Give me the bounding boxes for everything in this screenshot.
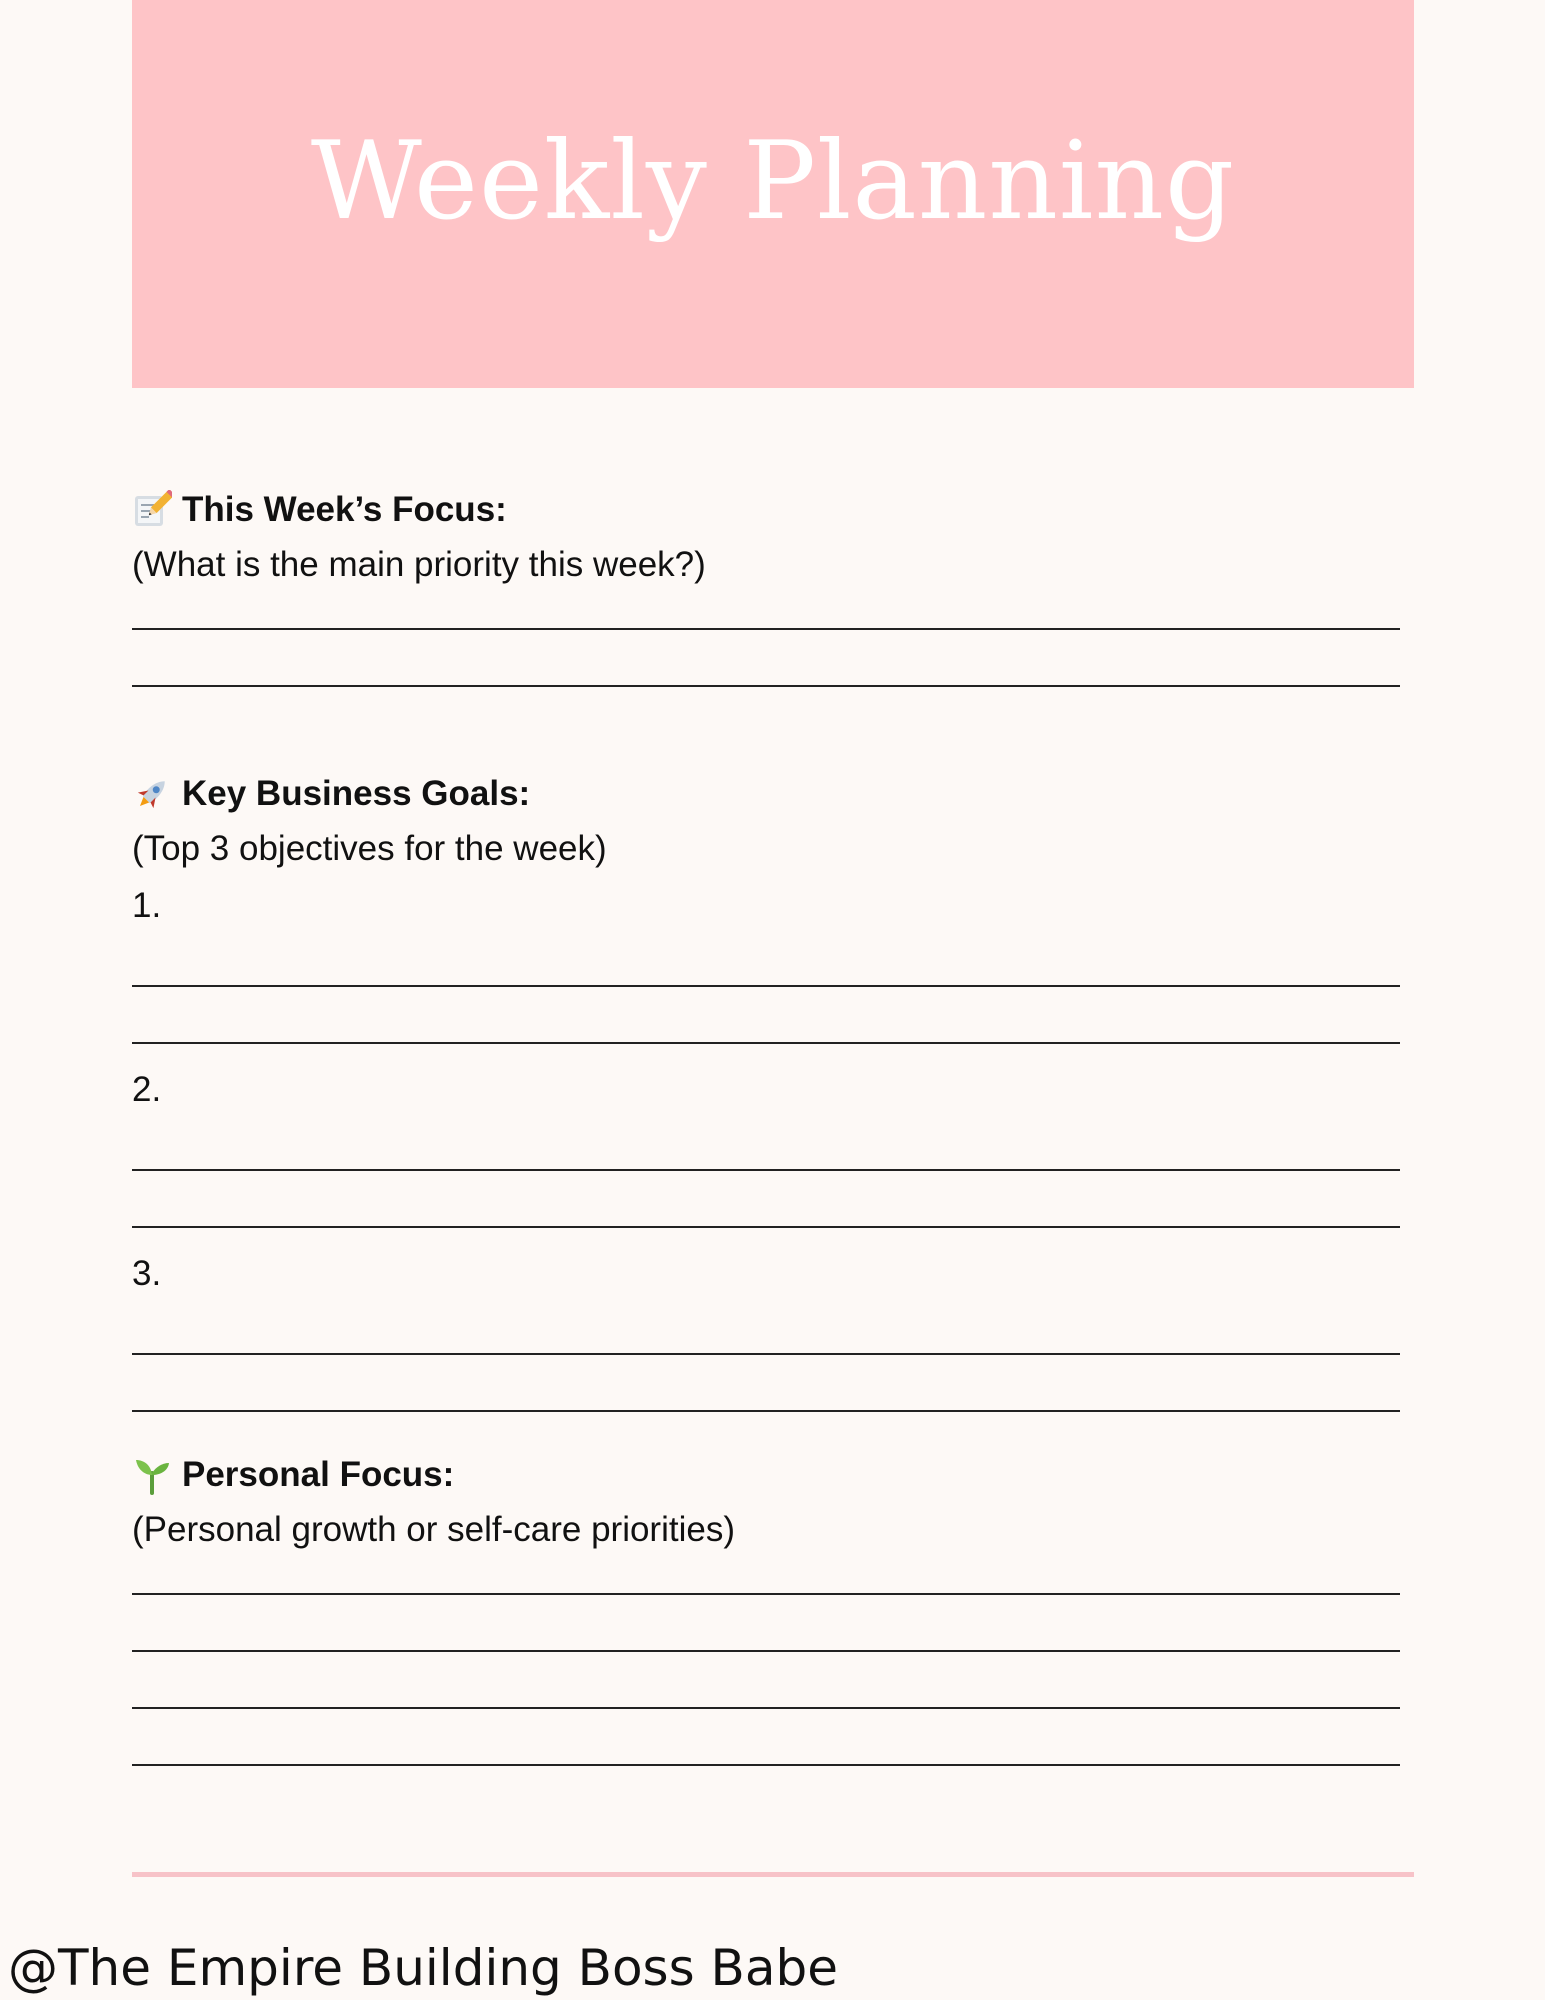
section-heading [132,772,1402,816]
header-banner [132,0,1414,388]
section-heading [132,1453,1402,1497]
section-heading-text: Key Business Goals: [182,774,531,813]
section-business-goals [132,772,1402,1412]
writing-line [132,1169,1400,1171]
writing-line [132,1042,1400,1044]
section-prompt: (Personal growth or self-care priorities) [132,1510,735,1549]
seedling-icon [132,1455,172,1495]
rocket-icon [132,774,172,814]
section-personal-focus [132,1453,1402,1766]
writing-line [132,628,1400,630]
writing-line [132,1226,1400,1228]
writing-line [132,1764,1400,1766]
writing-line [132,1353,1400,1355]
writing-line [132,985,1400,987]
author-credit: @The Empire Building Boss Babe [8,1939,838,1997]
writing-line [132,1410,1400,1412]
goal-number: 2. [132,1070,162,1109]
section-heading [132,488,1402,532]
memo-pencil-icon [132,490,172,530]
section-heading-text: This Week’s Focus: [182,490,507,529]
writing-line [132,685,1400,687]
goal-number: 3. [132,1254,162,1293]
writing-line [132,1593,1400,1595]
page-title: Weekly Planning [310,119,1236,244]
section-prompt: (Top 3 objectives for the week) [132,829,607,868]
footer-divider [132,1872,1414,1877]
writing-line [132,1650,1400,1652]
section-weekly-focus [132,488,1402,687]
goal-number: 1. [132,886,162,925]
section-heading-text: Personal Focus: [182,1455,455,1494]
section-prompt: (What is the main priority this week?) [132,545,706,584]
writing-line [132,1707,1400,1709]
